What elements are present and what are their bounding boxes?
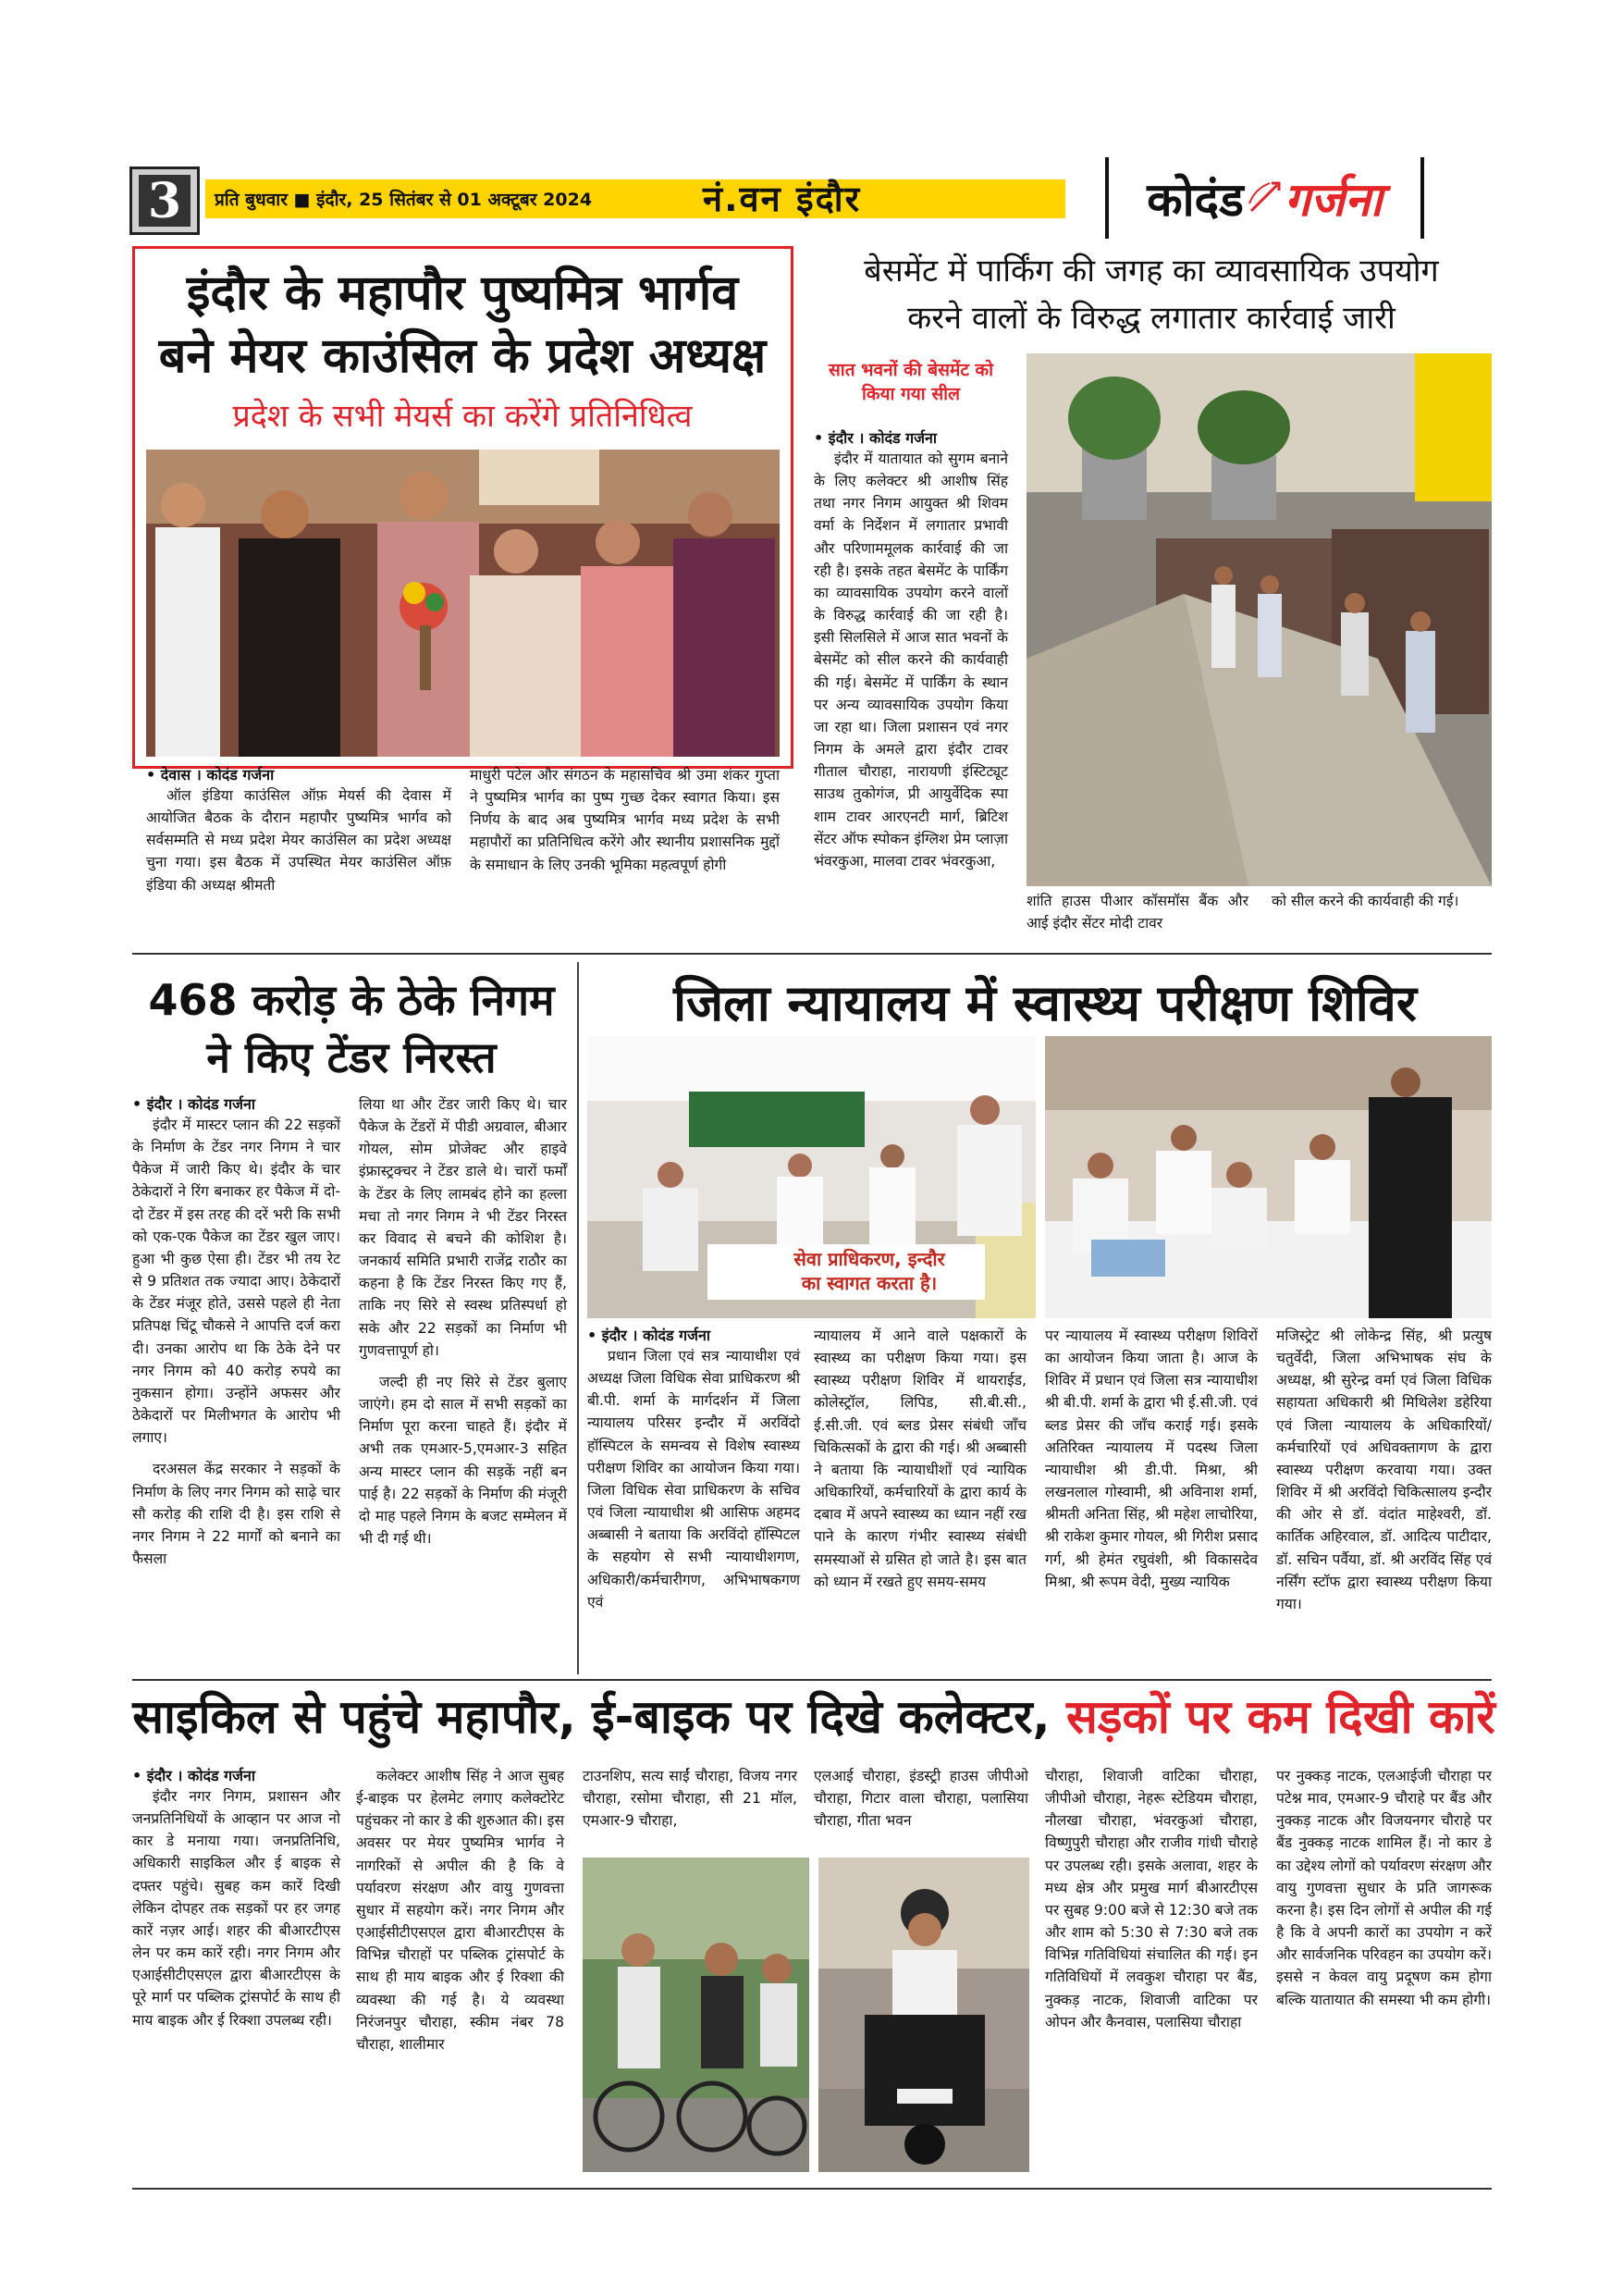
cycle-photo-left: [583, 1858, 809, 2172]
cycle-col2-text: कलेक्टर आशीष सिंह ने आज सुबह ई-बाइक पर हेलमेट लगाए कलेक्टोरेट पहुंचकर नो कार डे की शुरुआत की। इस अवसर पर मेयर पुष्यमित्र भार्गव ने नागरिकों से अपील की है कि वे पर्यावरण संरक्षण और वायु गुणवत्ता सुधार में सहयोग करें। नगर निगम और एआईसीटीएसएल द्वारा बीआरटीएस के विभिन्न चौराहों पर पब्लिक ट्रांसपोर्ट के साथ ही माय बाइक और ई रिक्शा की व्यवस्था की गई है। ये व्यवस्था निरंजनपुर चौराहा, स्कीम नंबर 78 चौराहा, शालीमार: [356, 1768, 564, 2053]
tender-col1-para2: दरअसल केंद्र सरकार ने सड़कों के निर्माण के लिए नगर निगम को साढ़े चार सौ करोड़ की राशि दी है। इस राशि से नगर निगम ने 22 मार्गों को बनाने का फैसला: [132, 1461, 340, 1567]
health-byline: • इंदौर । कोदंड गर्जना: [587, 1327, 711, 1344]
cycle-col5-text: चौराहा, शिवाजी वाटिका चौराहा, जीपीओ चौराहा, नेहरू स्टेडियम चौराहा, नौलखा चौराहा, भंवरकुआं चौराहा, विष्णुपुरी चौराहा और राजीव गांधी चौराहे पर उपलब्ध रही। इसके अलावा, शहर के मध्य क्षेत्र और प्रमुख मार्ग बीआरटीएस पर सुबह 9:00 बजे से 12:30 बजे तक और शाम को 5:30 से 7:30 बजे तक विभिन्न गतिविधियां संचालित की गई। इन गतिविधियों में लवकुश चौराहा पर बैंड, नुक्कड़ नाटक, शिवाजी वाटिका पर ओपन और कैनवास, पलासिया चौराहा: [1045, 1768, 1258, 2031]
section-title: नं.वन इंदौर: [703, 179, 862, 219]
masthead-logo: [1105, 157, 1424, 239]
mayor-photo-image: [146, 450, 780, 757]
basement-col3: [1272, 890, 1492, 912]
mayor-headline-line1: इंदौर के महापौर पुष्यमित्र भार्गव: [186, 265, 739, 321]
mayor-headline: [139, 263, 786, 388]
basement-col1: [814, 448, 1008, 872]
mayor-col1: [146, 784, 451, 896]
health-col3-text: पर न्यायालय में स्वास्थ्य परीक्षण शिविरों का आयोजन किया जाता है। आज के शिविर में प्रधान एवं जिला सत्र न्यायाधीश श्री बी.पी. शर्मा के द्वारा भी ई.सी.जी. एवं ब्लड प्रेसर की जाँच कराई गई। इसके अतिरिक्त न्यायालय में पदस्थ जिला न्यायाधीश श्री डी.पी. मिश्रा, श्री लखनलाल गोस्वामी, श्री अविनाश शर्मा, श्रीमती अनिता सिंह, श्री महेश लाचोरिया, श्री राकेश कुमार गोयल, श्री गिरीश प्रसाद गर्ग, श्री हेमंत रघुवंशी, श्री विकासदेव मिश्रा, श्री रूपम वेदी, मुख्य न्यायिक: [1045, 1327, 1258, 1590]
cycle-col6: [1276, 1765, 1492, 2011]
tender-col2-para2: जल्दी ही नए सिरे से टेंडर बुलाए जाएंगे। हम दो साल में सभी सड़कों का निर्माण पूरा करना चाहते हैं। इंदौर में अभी तक एमआर-5,एमआर-3 सहित अन्य मास्टर प्लान की सड़कें नहीं बन पाई है। 22 सड़कों के निर्माण की मंजूरी दो माह पहले निगम के बजट सम्मेलन में भी दी गई थी।: [359, 1373, 567, 1547]
cycle-col4-text: एलआई चौराहा, इंडस्ट्री हाउस जीपीओ चौराहा, गिटार वाला चौराहा, पलासिया चौराहा, गीता भवन: [814, 1768, 1028, 1830]
basement-headline-line2: करने वालों के विरुद्ध लगातार कार्रवाई जारी: [907, 300, 1396, 337]
tender-col2: [359, 1093, 567, 1549]
basement-col3-text: को सील करने की कार्यवाही की गई।: [1272, 893, 1459, 909]
cycle-col2: [356, 1765, 564, 2055]
mayor-subhead: प्रदेश के सभी मेयर्स का करेंगे प्रतिनिधित्व: [232, 398, 693, 435]
health-photo-banner-line1: सेवा प्राधिकरण, इन्दौर: [793, 1248, 945, 1270]
divider-footer: [132, 2188, 1492, 2190]
cycle-photo-left-image: [583, 1858, 809, 2172]
basement-col1-text: इंदौर में यातायात को सुगम बनाने के लिए कलेक्टर श्री आशीष सिंह तथा नगर निगम आयुक्त श्री शिवम वर्मा के निर्देशन में लगातार प्रभावी और परिणाममूलक कार्रवाई की जा रही है। इसके तहत बेसमेंट के पार्किंग का व्यावसायिक उपयोग करने वालों के विरुद्ध कार्रवाई की जा रही है। इसी सिलसिले में आज सात भवनों के बेसमेंट को सील करने की कार्यवाही की गई। बेसमेंट में पार्किंग के स्थान पर अन्य व्यावसायिक उपयोग किया जा रहा था। जिला प्रशासन एवं नगर निगम के अमले द्वारा इंदौर टावर गीताल चौराहा, नारायणी इंस्टिट्यूट साउथ तुकोगंज, प्री आयुर्वेदिक स्पा शाम टावर आरएनटी मार्ग, ब्रिटिश सेंटर ऑफ स्पोकन इंग्लिश प्रेम प्लाज़ा भंवरकुआ, मालवा टावर भंवरकुआ,: [814, 451, 1008, 870]
cycle-photo-right: [818, 1858, 1029, 2172]
health-col4-text: मजिस्ट्रेट श्री लोकेन्द्र सिंह, श्री प्रत्युष चतुर्वेदी, जिला अभिभाषक संघ के अध्यक्ष, श्री सुरेन्द्र वर्मा एवं जिला विधिक सहायता अधिकारी श्री मिथिलेश डहेरिया एवं जिला न्यायालय के अधिकारियों/कर्मचारियों एवं अधिवक्तागण के द्वारा स्वास्थ्य परीक्षण करवाया गया। उक्त शिविर में श्री अरविंदो चिकित्सालय इन्दौर की ओर से डॉ. वंदांत माहेश्वरी, डॉ. कार्तिक अहिरवाल, डॉ. आदित्य पाटीदार, डॉ. सचिन पर्वैया, डॉ. श्री अरविंद सिंह एवं नर्सिंग स्टॉफ द्वारा स्वास्थ्य परीक्षण किया गया।: [1276, 1327, 1492, 1612]
mayor-photo: [146, 450, 780, 757]
basement-red-caption: सात भवनों की बेसमेंट को किया गया सील: [828, 360, 994, 404]
tender-headline-line2: ने किए टेंडर निरस्त: [206, 1032, 497, 1083]
bow-arrow-icon: [1246, 179, 1283, 216]
tender-byline: • इंदौर । कोदंड गर्जना: [132, 1095, 256, 1113]
health-photo-banner: [754, 1247, 985, 1295]
cycle-col3: [583, 1765, 797, 1832]
basement-headline: [814, 248, 1489, 342]
cycle-col1-text: इंदौर नगर निगम, प्रशासन और जनप्रतिनिधियों के आव्हान पर आज नो कार डे मनाया गया। जनप्रतिनिधि, अधिकारी साइकिल और ई बाइक से दफ्तर पहुंचे। सुबह कम कारें दिखी लेकिन दोपहर तक सड़कों पर हर जगह कारें नज़र आई। शहर की बीआरटीएस लेन पर कम कारें रही। नगर निगम और एआईसीटीएसएल द्वारा बीआरटीएस के पूरे मार्ग पर पब्लिक ट्रांसपोर्ट के साथ ही माय बाइक और ई रिक्शा उपलब्ध रही।: [132, 1788, 340, 2029]
tender-headline: [120, 971, 583, 1086]
cycle-col5: [1045, 1765, 1258, 2033]
basement-headline-line1: बेसमेंट में पार्किंग की जगह का व्यावसायिक उपयोग: [864, 253, 1439, 290]
tender-col1: [132, 1114, 340, 1570]
health-col1-text: प्रधान जिला एवं सत्र न्यायाधीश एवं अध्यक्ष जिला विधिक सेवा प्राधिकरण श्री बी.पी. शर्मा के मार्गदर्शन में जिला न्यायालय परिसर इन्दौर में अरविंदो हॉस्पिटल के समन्वय से विशेष स्वास्थ्य परीक्षण शिविर का आयोजन किया गया। जिला विधिक सेवा प्राधिकरण के सचिव एवं जिला न्यायाधीश श्री आसिफ अहमद अब्बासी ने बताया कि अरविंदो हॉस्पिटल के सहयोग से सभी न्यायाधीशगण, अधिकारी/कर्मचारीगण, अभिभाषकगण एवं: [587, 1348, 800, 1611]
health-headline: जिला न्यायालय में स्वास्थ्य परीक्षण शिविर: [673, 974, 1417, 1032]
health-photo-banner-line2: का स्वागत करता है।: [801, 1272, 938, 1294]
mayor-col1-text: ऑल इंडिया काउंसिल ऑफ़ मेयर्स की देवास में आयोजित बैठक के दौरान महापौर पुष्यमित्र भार्गव को सर्वसम्मति से मध्य प्रदेश मेयर काउंसिल का प्रदेश अध्यक्ष चुना गया। इस बैठक में उपस्थित मेयर काउंसिल ऑफ़ इंडिया की अध्यक्ष श्रीमती: [146, 787, 451, 894]
tender-col2-para1: लिया था और टेंडर जारी किए थे। चार पैकेज के टेंडरों में पीडी अग्रवाल, बीआर गोयल, सोम प्रोजेक्ट और हाइवे इंफ्रास्ट्रक्चर ने टेंडर डाले थे। चारों फर्मों के टेंडर के लिए लामबंद होने का हल्ला मचा तो नगर निगम ने भी टेंडर निरस्त कर विवाद से बचने की कोशिश है। जनकार्य समिति प्रभारी राजेंद्र राठौर का कहना है कि टेंडर निरस्त किए गए हैं, ताकि नए सिरे से स्वस्थ प्रतिस्पर्धा हो सके और 22 सड़कों का निर्माण भी गुणवत्तापूर्ण हो।: [359, 1096, 567, 1359]
health-col2-text: न्यायालय में आने वाले पक्षकारों के स्वास्थ्य का परीक्षण किया गया। इस स्वास्थ्य परीक्षण शिविर में थायराईड, कोलेस्ट्रॉल, लिपिड, सी.बी.सी., ई.सी.जी. एवं ब्लड प्रेसर संबंधी जाँच चिकित्सकों के द्वारा की गई। श्री अब्बासी ने बताया कि न्यायाधीशों एवं न्यायिक अधिकारियों, कर्मचारियों के द्वारा कार्य के दबाव में अपने स्वास्थ्य का ध्यान नहीं रख पाने के कारण गंभीर स्वास्थ्य संबंधी समस्याओं से ग्रसित हो जाते है। इस बात को ध्यान में रखते हुए समय-समय: [814, 1327, 1027, 1590]
cycle-col4: [814, 1765, 1028, 1832]
health-col2: [814, 1325, 1027, 1593]
cycle-headline-black: साइकिल से पहुंचे महापौर, ई-बाइक पर दिखे कलेक्टर,: [132, 1690, 1051, 1744]
cycle-headline-red: सड़कों पर कम दिखी कारें: [1065, 1690, 1495, 1744]
mayor-col2: [470, 764, 780, 876]
cycle-col1: [132, 1785, 340, 2031]
cycle-col3-text: टाउनशिप, सत्य साईं चौराहा, विजय नगर चौराहा, रसोमा चौराहा, सी 21 मॉल, एमआर-9 चौराहा,: [583, 1768, 797, 1830]
divider-middle-vertical: [577, 962, 579, 1674]
logo-text-right: गर्जना: [1284, 173, 1383, 227]
basement-col2-text: शांति हाउस पीआर कॉसमॉस बैंक और आई इंदौर सेंटर मोदी टावर: [1027, 893, 1248, 932]
cycle-photo-right-image: [818, 1858, 1029, 2172]
cycle-byline: • इंदौर । कोदंड गर्जना: [132, 1767, 256, 1784]
divider-bottom: [132, 1679, 1492, 1681]
health-col1: [587, 1345, 800, 1613]
health-photo-right-image: [1045, 1036, 1492, 1318]
mayor-byline: • देवास । कोदंड गर्जना: [146, 766, 275, 784]
mayor-headline-line2: बने मेयर काउंसिल के प्रदेश अध्यक्ष: [158, 327, 767, 384]
dateline: प्रति बुधवार ■ इंदौर, 25 सितंबर से 01 अक्टूबर 2024: [215, 190, 593, 210]
basement-byline: • इंदौर । कोदंड गर्जना: [814, 429, 938, 447]
logo-text-left: कोदंड: [1147, 173, 1244, 227]
divider-top: [132, 953, 1492, 955]
health-photo-left: [587, 1036, 1036, 1318]
page-number-box: [129, 167, 200, 235]
health-col4: [1276, 1325, 1492, 1615]
cycle-headline: [125, 1689, 1503, 1746]
tender-col1-para1: इंदौर में मास्टर प्लान की 22 सड़कों के निर्माण के टेंडर नगर निगम ने चार पैकेज में जारी किए थे। इंदौर के चार ठेकेदारों ने रिंग बनाकर हर पैकेज में दो-दो टेंडर में इस तरह की दरें भरी कि सभी को एक-एक पैकेज का टेंडर खुल जाए। हुआ भी कुछ ऐसा ही। टेंडर भी तय रेट से 9 प्रतिशत तक ज्यादा आए। ठेकेदारों के टेंडर मंजूर होते, उससे पहले ही नेता प्रतिपक्ष चिंटू चौकसे ने आपत्ति दर्ज करा दी। उनका आरोप था कि ठेके देने पर नगर निगम को 40 करोड़ रुपये का नुकसान होगा। उन्होंने अफसर और ठेकेदारों पर मिलीभगत के आरोप भी लगाए।: [132, 1117, 340, 1447]
mayor-col2-text: माधुरी पटेल और संगठन के महासचिव श्री उमा शंकर गुप्ता ने पुष्यमित्र भार्गव का पुष्प गुच्छ देकर स्वागत किया। इस निर्णय के बाद अब पुष्यमित्र भार्गव मध्य प्रदेश के सभी महापौरों का प्रतिनिधित्व करेंगे और स्थानीय प्रशासनिक मुद्दों के समाधान के लिए उनकी भूमिका महत्वपूर्ण होगी: [470, 767, 780, 873]
basement-col2: [1027, 890, 1248, 934]
page-number: 3: [139, 175, 191, 227]
cycle-col6-text: पर नुक्कड़ नाटक, एलआईजी चौराहा पर पटेश्न माव, एमआर-9 चौराहे पर बैंड और नुक्कड़ नाटक और विजयनगर चौराहे पर बैंड नुक्कड़ नाटक शामिल हैं। नो कार डे का उद्देश्य लोगों को पर्यावरण संरक्षण और वायु गुणवत्ता सुधार के प्रति जागरूक करना है। इस दिन लोगों से अपील की गई है कि वे अपनी कारों का उपयोग न करें और सार्वजनिक परिवहन का उपयोग करें। इससे न केवल वायु प्रदूषण कम होगा बल्कि यातायात की समस्या भी कम होगी।: [1276, 1768, 1492, 2008]
basement-photo-image: [1027, 353, 1492, 886]
health-photo-right: [1045, 1036, 1492, 1318]
health-col3: [1045, 1325, 1258, 1593]
basement-photo: [1027, 353, 1492, 886]
tender-headline-line1: 468 करोड़ के ठेके निगम: [148, 975, 555, 1025]
